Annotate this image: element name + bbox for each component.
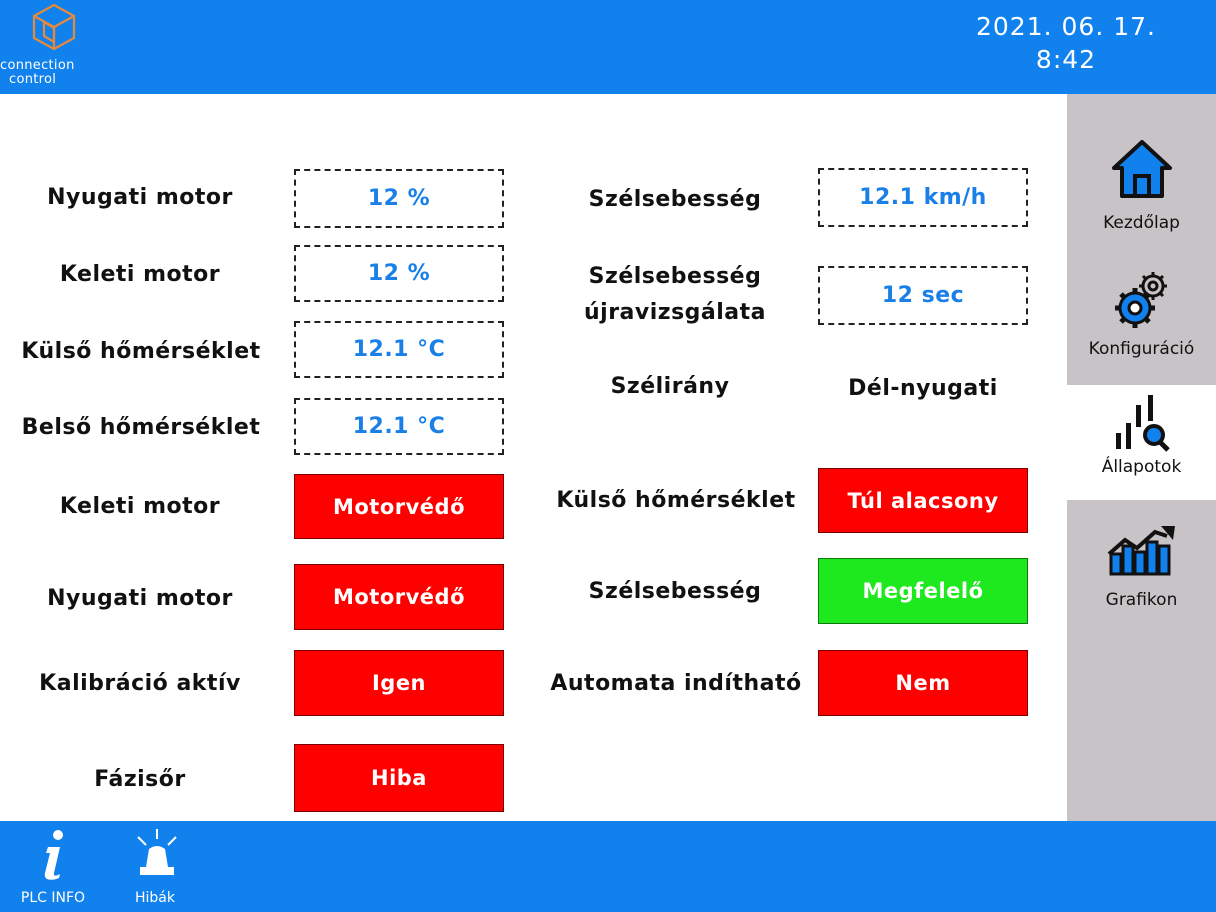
west-motor-label: Nyugati motor (47, 185, 233, 210)
wind-direction-value: Dél-nyugati (848, 376, 998, 401)
plc-info-label: PLC INFO (20, 890, 86, 906)
wind-direction-label: Szélirány (610, 374, 730, 399)
east-motor-label: Keleti motor (59, 262, 221, 287)
gears-icon (1107, 264, 1177, 334)
chart-icon (1107, 524, 1177, 576)
wind-recheck-value-field[interactable]: 12 sec (818, 266, 1028, 325)
logo-line-2: control (9, 72, 57, 87)
logo (0, 0, 110, 94)
phase-guard-label: Fázisőr (94, 767, 186, 792)
sidebar-item-statuses[interactable] (1067, 385, 1216, 500)
auto-start-label: Automata indítható (550, 671, 802, 696)
time-display: 8:42 (1035, 45, 1097, 74)
calibration-status-indicator: Igen (294, 650, 504, 716)
wind-speed-label: Szélsebesség (588, 187, 762, 212)
auto-start-status-indicator: Nem (818, 650, 1028, 716)
header-bar (0, 0, 1216, 94)
calibration-label: Kalibráció aktív (39, 671, 241, 696)
sidebar-nav (1067, 94, 1216, 821)
east-motor-value-field[interactable]: 12 % (294, 245, 504, 302)
logo-text (0, 59, 110, 87)
wind-speed-status-label: Szélsebesség (588, 579, 762, 604)
logo-line-1: connection (0, 58, 75, 73)
phase-guard-status-indicator: Hiba (294, 744, 504, 812)
inside-temp-label: Belső hőmérséklet (21, 415, 261, 440)
inside-temp-value-field[interactable]: 12.1 °C (294, 398, 504, 455)
home-icon (1110, 138, 1174, 200)
sidebar-item-home[interactable] (1067, 134, 1216, 264)
sidebar-item-chart[interactable] (1067, 500, 1216, 620)
outside-temp-label: Külső hőmérséklet (21, 339, 261, 364)
west-motor-status-label: Nyugati motor (47, 586, 233, 611)
wind-recheck-label-line-1: Szélsebesség (588, 264, 762, 289)
date-display: 2021. 06. 17. (976, 12, 1156, 41)
connection-control-logo-icon (29, 2, 79, 52)
sidebar-item-configuration-label: Konfiguráció (1088, 339, 1195, 359)
errors-label: Hibák (135, 890, 175, 906)
siren-icon (130, 827, 184, 877)
plc-info-button[interactable] (10, 821, 96, 912)
sidebar-item-configuration[interactable] (1067, 264, 1216, 384)
outside-temp-value-field[interactable]: 12.1 °C (294, 321, 504, 378)
footer-bar (0, 821, 1216, 912)
wind-recheck-label (560, 259, 790, 331)
east-motor-status-label: Keleti motor (59, 494, 221, 519)
status-search-icon (1112, 391, 1172, 453)
datetime (956, 10, 1176, 76)
wind-recheck-label-line-2: újravizsgálata (583, 300, 767, 325)
outside-temp-status-label: Külső hőmérséklet (556, 488, 796, 513)
sidebar-item-statuses-label: Állapotok (1101, 457, 1182, 477)
wind-speed-status-indicator: Megfelelő (818, 558, 1028, 624)
wind-speed-value-field[interactable]: 12.1 km/h (818, 168, 1028, 227)
east-motor-status-indicator: Motorvédő (294, 474, 504, 539)
west-motor-value-field[interactable]: 12 % (294, 169, 504, 228)
sidebar-item-chart-label: Grafikon (1105, 590, 1178, 610)
outside-temp-status-indicator: Túl alacsony (818, 468, 1028, 533)
sidebar-item-home-label: Kezdőlap (1103, 213, 1180, 233)
west-motor-status-indicator: Motorvédő (294, 564, 504, 630)
info-icon (40, 829, 68, 881)
errors-button[interactable] (125, 821, 185, 912)
